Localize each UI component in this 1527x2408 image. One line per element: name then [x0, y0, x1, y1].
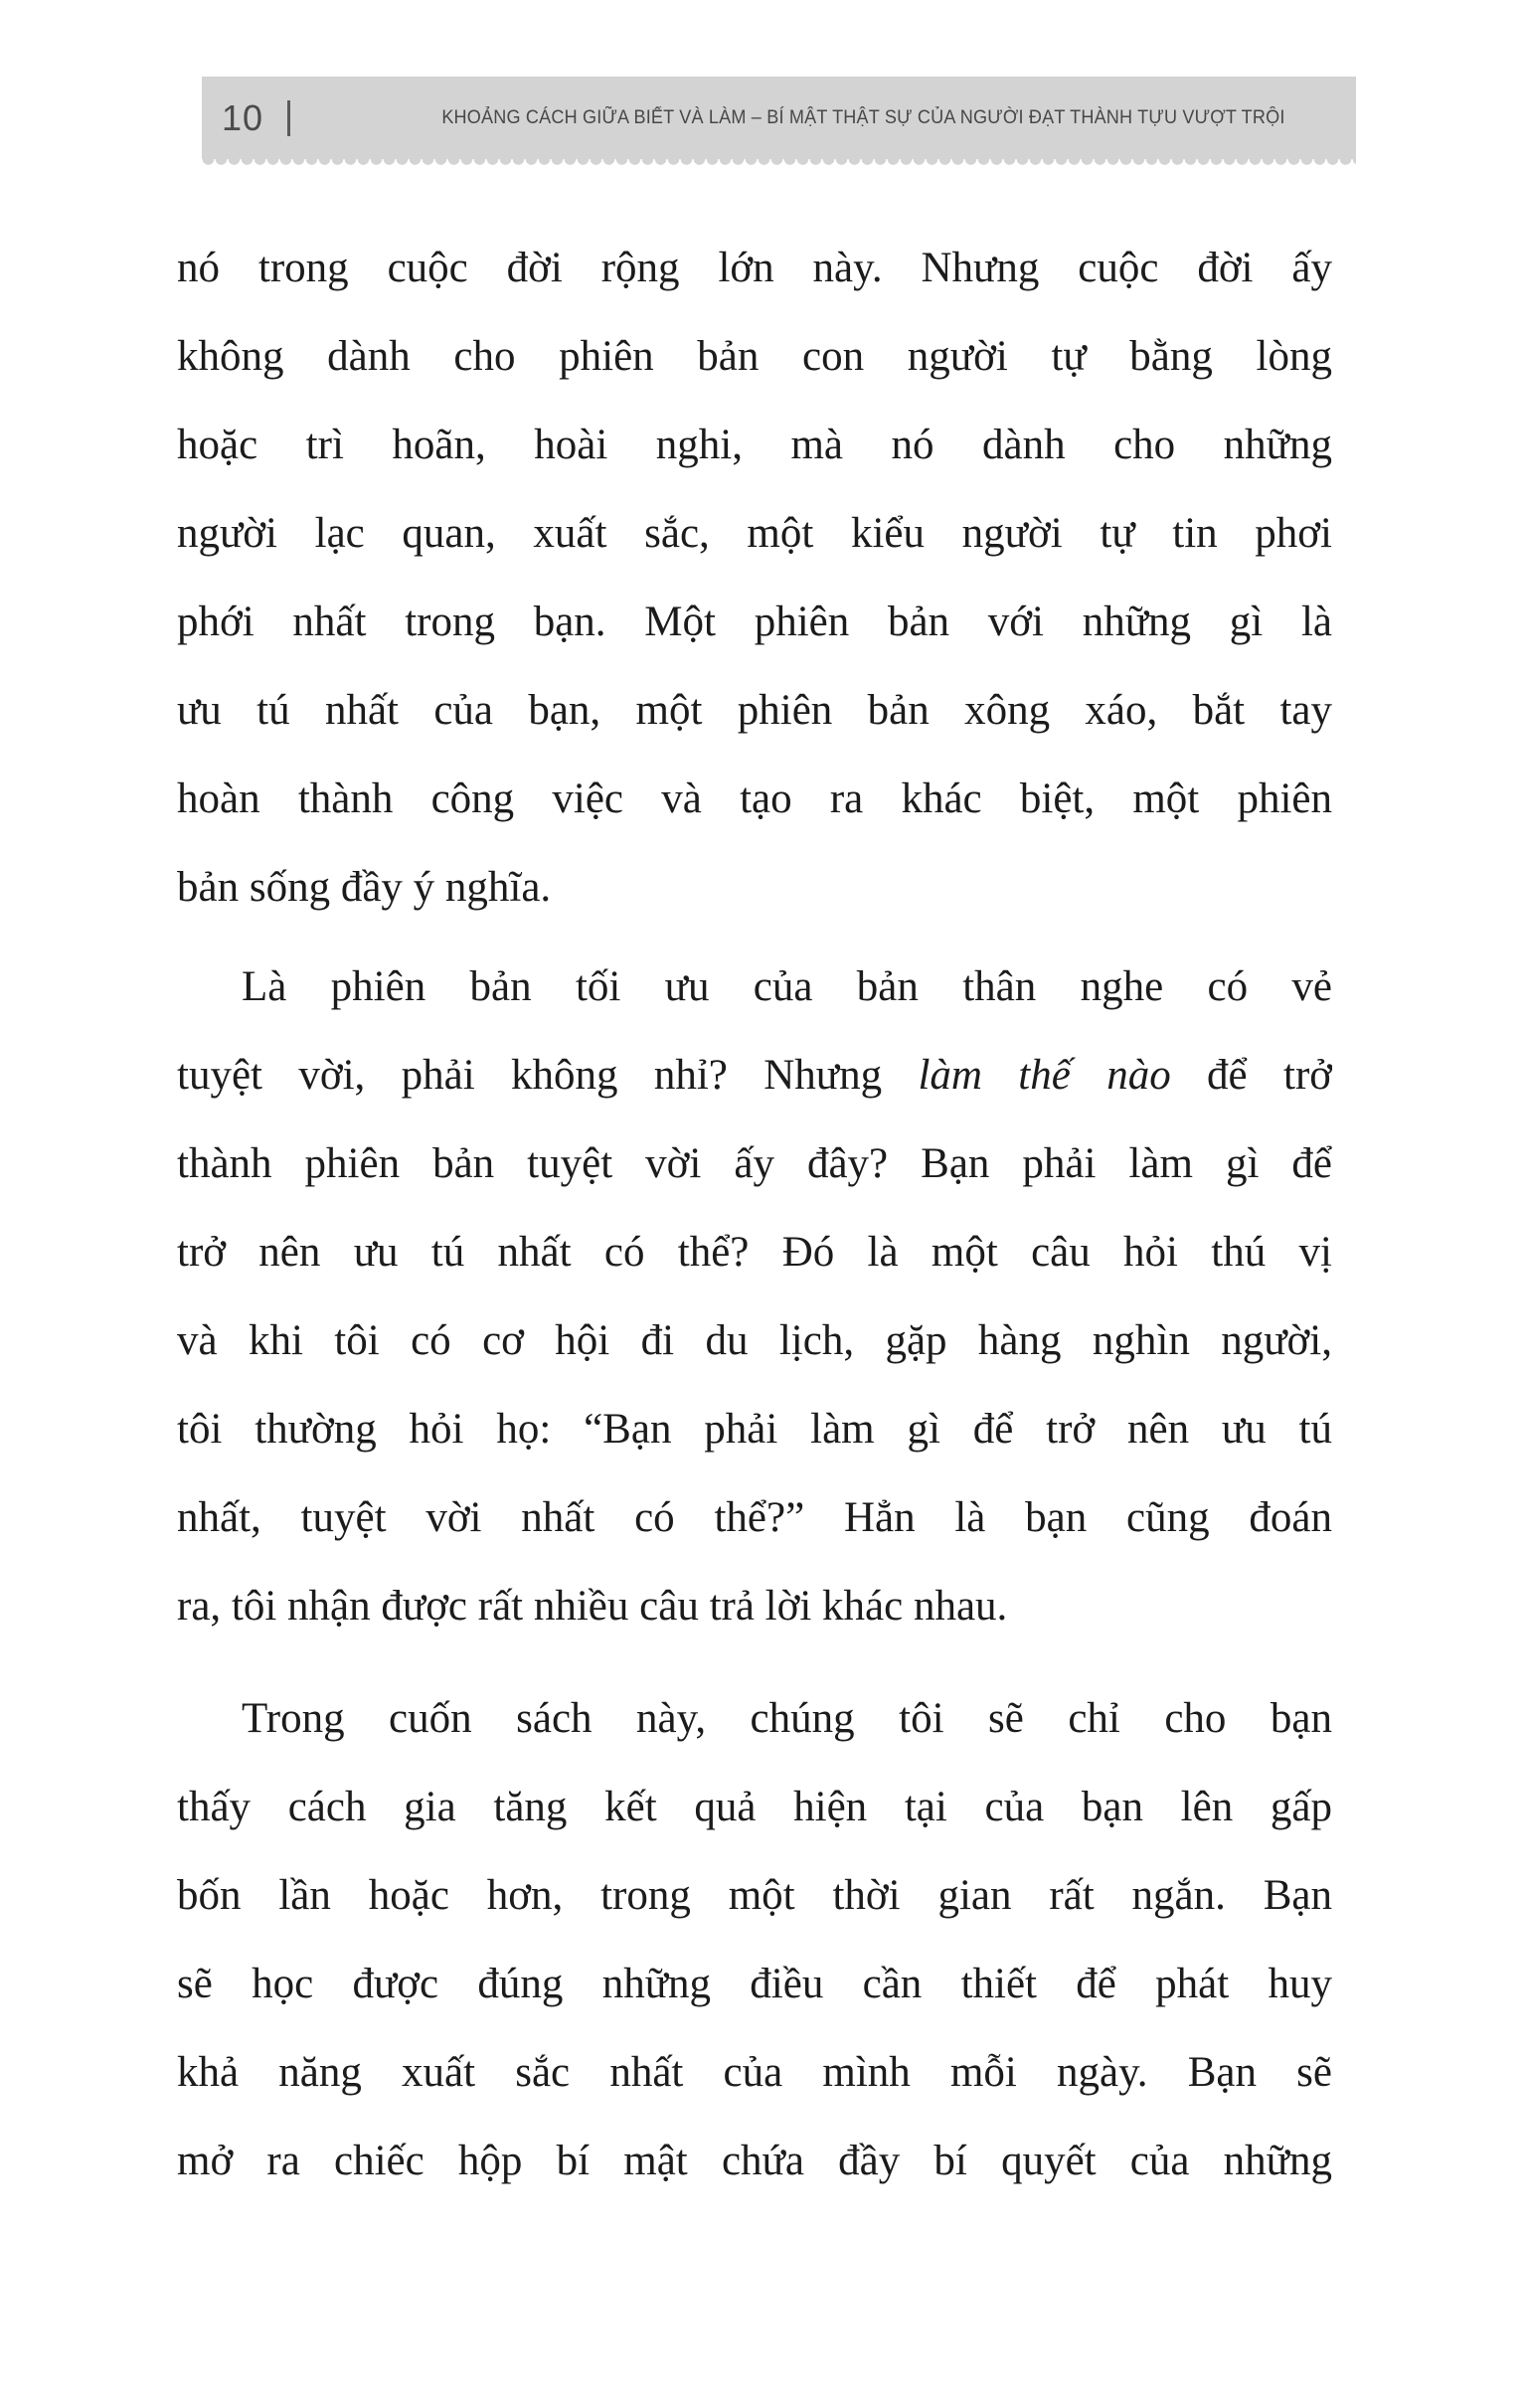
text-line: Là phiên bản tối ưu của bản thân nghe có vẻ — [242, 963, 1332, 1010]
text-line: Trong cuốn sách này, chúng tôi sẽ chỉ cho bạn — [242, 1695, 1332, 1742]
text-line: không dành cho phiên bản con người tự bằng lòng — [177, 333, 1332, 380]
paragraph — [177, 224, 1332, 932]
text-line: trở nên ưu tú nhất có thể? Đó là một câu hỏi thú vị — [177, 1229, 1332, 1276]
header-divider — [287, 100, 290, 136]
text-line: và khi tôi có cơ hội đi du lịch, gặp hàng nghìn người, — [177, 1317, 1332, 1364]
text-line: thấy cách gia tăng kết quả hiện tại của bạn lên gấp — [177, 1784, 1332, 1830]
text-line: mở ra chiếc hộp bí mật chứa đầy bí quyết của những — [177, 2138, 1332, 2184]
text-line: bản sống đầy ý nghĩa. — [177, 864, 552, 911]
text-line: hoặc trì hoãn, hoài nghi, mà nó dành cho những — [177, 422, 1332, 468]
text-line — [177, 1031, 1332, 1119]
text-line: tôi thường hỏi họ: “Bạn phải làm gì để trở nên ưu tú — [177, 1406, 1332, 1453]
paragraph — [177, 1674, 1332, 2205]
running-title: KHOẢNG CÁCH GIỮA BIẾT VÀ LÀM – BÍ MẬT THẬT SỰ CỦA NGƯỜI ĐẠT THÀNH TỰU VƯỢT TRỘI — [440, 106, 1285, 128]
italic-text-segment: làm thế nào — [918, 1052, 1171, 1099]
running-header-band — [202, 77, 1356, 159]
text-line: phới nhất trong bạn. Một phiên bản với những gì là — [177, 599, 1332, 645]
text-line: sẽ học được đúng những điều cần thiết để phát huy — [177, 1961, 1332, 2007]
text-line: ra, tôi nhận được rất nhiều câu trả lời khác nhau. — [177, 1583, 1008, 1630]
text-line: hoàn thành công việc và tạo ra khác biệt, một phiên — [177, 775, 1332, 822]
paragraph — [177, 943, 1332, 1650]
body-text — [177, 224, 1332, 2205]
text-line: nó trong cuộc đời rộng lớn này. Nhưng cuộc đời ấy — [177, 245, 1332, 291]
text-segment: tuyệt vời, phải không nhỉ? Nhưng — [177, 1052, 919, 1099]
text-line: ưu tú nhất của bạn, một phiên bản xông xáo, bắt tay — [177, 687, 1332, 734]
text-line: người lạc quan, xuất sắc, một kiểu người tự tin phơi — [177, 510, 1332, 557]
text-segment: để trở — [1170, 1052, 1332, 1099]
page-number: 10 — [222, 96, 264, 138]
text-line: khả năng xuất sắc nhất của mình mỗi ngày. Bạn sẽ — [177, 2049, 1332, 2096]
text-line: nhất, tuyệt vời nhất có thể?” Hẳn là bạn cũng đoán — [177, 1494, 1332, 1541]
text-line: bốn lần hoặc hơn, trong một thời gian rất ngắn. Bạn — [177, 1872, 1332, 1919]
text-line: thành phiên bản tuyệt vời ấy đây? Bạn phải làm gì để — [177, 1140, 1332, 1187]
running-title-wrap — [202, 77, 1356, 159]
